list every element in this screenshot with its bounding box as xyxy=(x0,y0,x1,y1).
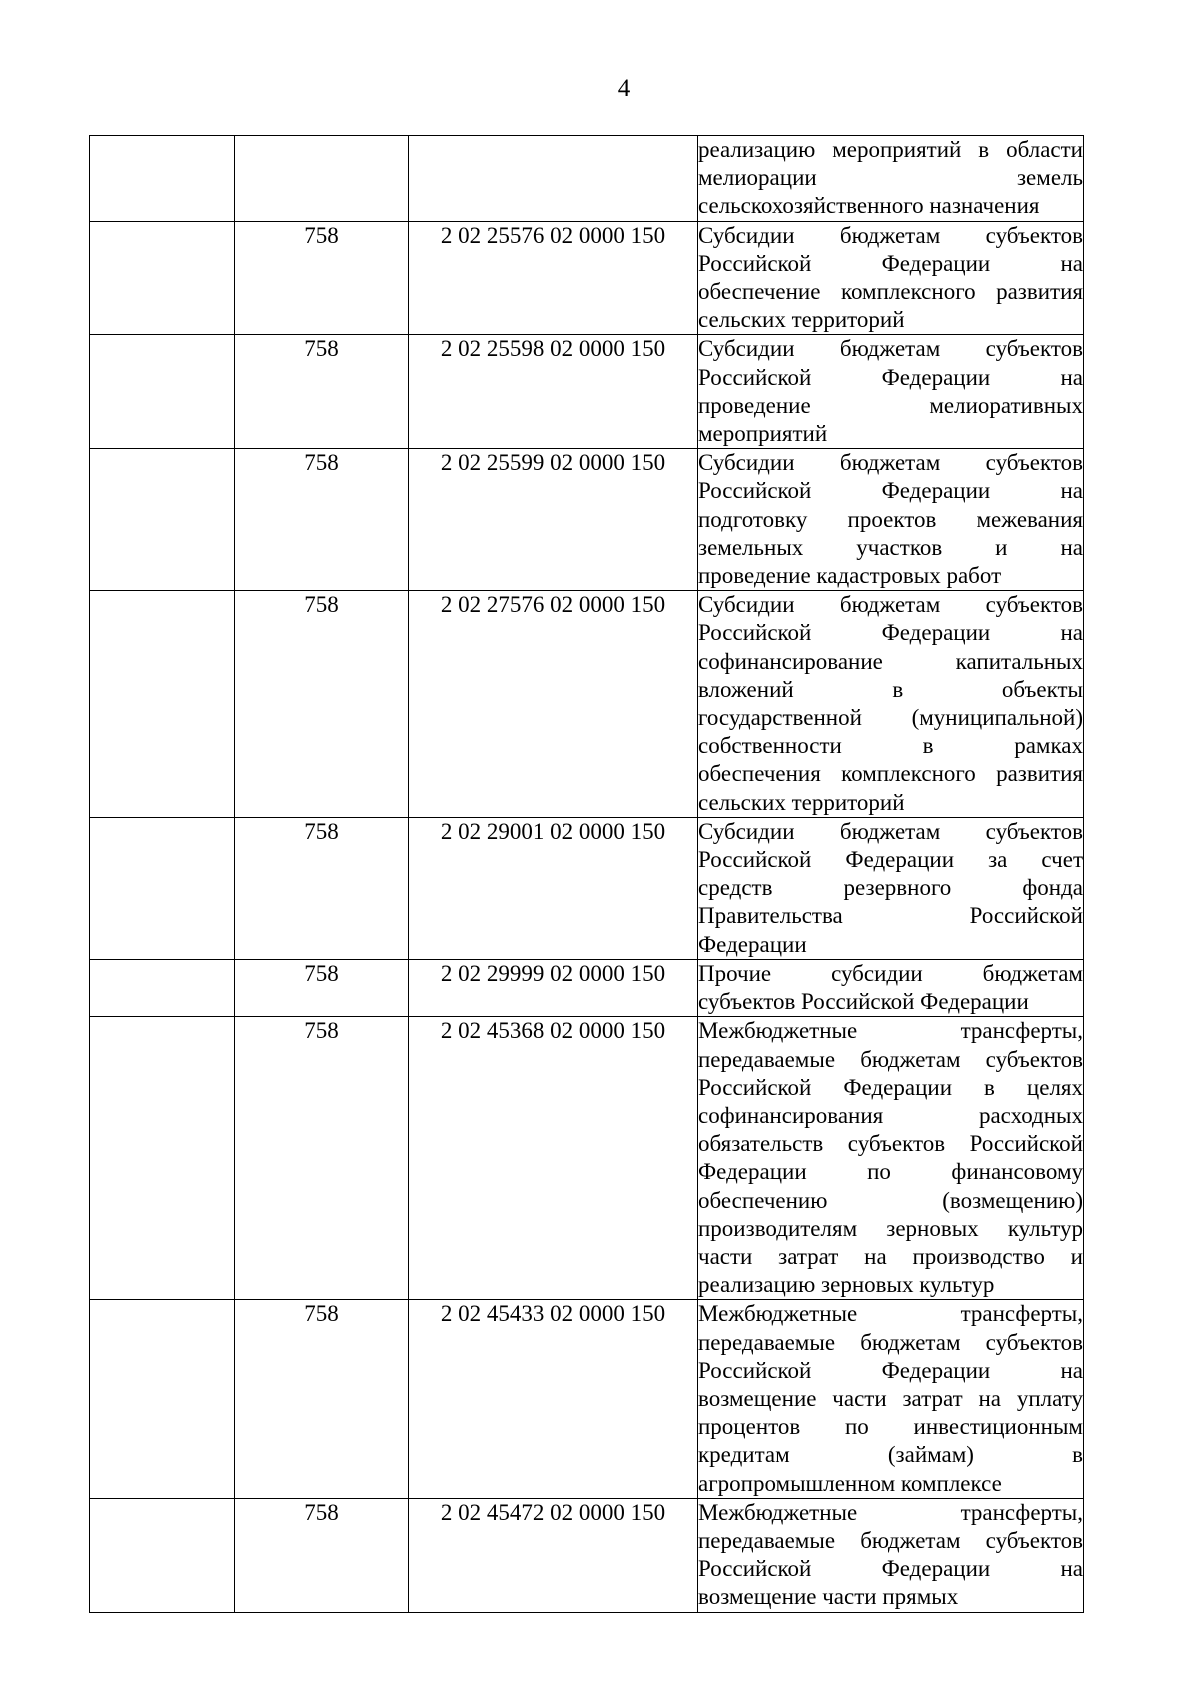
description-line: вложений в объекты xyxy=(698,676,1083,702)
description-line: передаваемые бюджетам субъектов xyxy=(698,1046,1083,1072)
budget-classification-code-cell: 2 02 25599 02 0000 150 xyxy=(409,449,698,591)
empty-cell xyxy=(90,221,235,335)
administrator-code-cell xyxy=(235,136,409,222)
revenue-description-cell xyxy=(698,221,1084,335)
empty-cell xyxy=(90,959,235,1016)
administrator-code-cell: 758 xyxy=(235,959,409,1016)
revenue-description-cell xyxy=(698,817,1084,959)
budget-classification-code-cell: 2 02 25576 02 0000 150 xyxy=(409,221,698,335)
description-line: обеспечения комплексного развития xyxy=(698,761,1083,787)
table-row xyxy=(90,1017,1084,1300)
description-line: Российской Федерации за счет xyxy=(698,847,1083,873)
description-line: собственности в рамках xyxy=(698,733,1083,759)
revenue-description-cell xyxy=(698,959,1084,1016)
description-line: Федерации по финансовому xyxy=(698,1159,1083,1185)
budget-classification-code-cell: 2 02 29001 02 0000 150 xyxy=(409,817,698,959)
description-line: Межбюджетные трансферты, xyxy=(698,1301,1083,1327)
description-line: сельских территорий xyxy=(698,789,905,815)
description-line: проведение мелиоративных xyxy=(698,392,1083,418)
description-line: земельных участков и на xyxy=(698,534,1083,560)
empty-cell xyxy=(90,335,235,449)
budget-classification-code-cell: 2 02 45433 02 0000 150 xyxy=(409,1300,698,1498)
empty-cell xyxy=(90,817,235,959)
empty-cell xyxy=(90,449,235,591)
table-row xyxy=(90,1498,1084,1612)
empty-cell xyxy=(90,1017,235,1300)
description-line: возмещение части прямых xyxy=(698,1584,959,1610)
description-line: реализацию зерновых культур xyxy=(698,1272,995,1298)
table-row xyxy=(90,1300,1084,1498)
description-line: производителям зерновых культур xyxy=(698,1215,1083,1241)
administrator-code-cell: 758 xyxy=(235,817,409,959)
description-line: средств резервного фонда xyxy=(698,875,1083,901)
administrator-code-cell: 758 xyxy=(235,1300,409,1498)
description-line: мероприятий xyxy=(698,421,828,447)
description-line: возмещение части затрат на уплату xyxy=(698,1385,1083,1411)
description-line: Правительства Российской xyxy=(698,903,1083,929)
description-line: обязательств субъектов Российской xyxy=(698,1131,1083,1157)
budget-classification-code-cell xyxy=(409,136,698,222)
table-body xyxy=(90,136,1084,1613)
description-line: Российской Федерации на xyxy=(698,1357,1083,1383)
description-line: передаваемые бюджетам субъектов xyxy=(698,1329,1083,1355)
table-row xyxy=(90,449,1084,591)
empty-cell xyxy=(90,591,235,818)
administrator-code-cell: 758 xyxy=(235,449,409,591)
description-line: Межбюджетные трансферты, xyxy=(698,1499,1083,1525)
revenue-description-cell xyxy=(698,136,1084,222)
description-line: Российской Федерации в целях xyxy=(698,1074,1083,1100)
budget-classification-code-cell: 2 02 25598 02 0000 150 xyxy=(409,335,698,449)
table-row xyxy=(90,335,1084,449)
revenue-description-cell xyxy=(698,1017,1084,1300)
page-number: 4 xyxy=(617,75,631,102)
revenue-description-cell xyxy=(698,591,1084,818)
administrator-code-cell: 758 xyxy=(235,1017,409,1300)
description-line: субъектов Российской Федерации xyxy=(698,989,1029,1015)
description-line: софинансирования расходных xyxy=(698,1102,1083,1128)
empty-cell xyxy=(90,1300,235,1498)
table-row xyxy=(90,591,1084,818)
administrator-code-cell: 758 xyxy=(235,221,409,335)
empty-cell xyxy=(90,1498,235,1612)
revenue-description-cell xyxy=(698,449,1084,591)
revenue-description-cell xyxy=(698,335,1084,449)
description-line: части затрат на производство и xyxy=(698,1243,1083,1269)
revenue-description-cell xyxy=(698,1498,1084,1612)
description-line: процентов по инвестиционным xyxy=(698,1414,1083,1440)
description-line: Субсидии бюджетам субъектов xyxy=(698,222,1083,248)
description-line: Российской Федерации на xyxy=(698,364,1083,390)
administrator-code-cell: 758 xyxy=(235,1498,409,1612)
description-line: проведение кадастровых работ xyxy=(698,563,1002,589)
table-row xyxy=(90,221,1084,335)
description-line: Российской Федерации на xyxy=(698,620,1083,646)
description-line: передаваемые бюджетам субъектов xyxy=(698,1527,1083,1553)
description-line: Российской Федерации на xyxy=(698,478,1083,504)
table-row xyxy=(90,136,1084,222)
administrator-code-cell: 758 xyxy=(235,335,409,449)
budget-classification-code-cell: 2 02 45472 02 0000 150 xyxy=(409,1498,698,1612)
description-line: Прочие субсидии бюджетам xyxy=(698,960,1083,986)
description-line: софинансирование капитальных xyxy=(698,648,1083,674)
table-row xyxy=(90,959,1084,1016)
description-line: сельскохозяйственного назначения xyxy=(698,193,1040,219)
budget-classification-code-cell: 2 02 29999 02 0000 150 xyxy=(409,959,698,1016)
description-line: кредитам (займам) в xyxy=(698,1442,1083,1468)
description-line: обеспечению (возмещению) xyxy=(698,1187,1083,1213)
description-line: Субсидии бюджетам субъектов xyxy=(698,592,1083,618)
description-line: мелиорации земель xyxy=(698,165,1083,191)
budget-classification-code-cell: 2 02 45368 02 0000 150 xyxy=(409,1017,698,1300)
budget-classification-code-cell: 2 02 27576 02 0000 150 xyxy=(409,591,698,818)
description-line: государственной (муниципальной) xyxy=(698,705,1083,731)
description-line: Федерации xyxy=(698,931,807,957)
description-line: Межбюджетные трансферты, xyxy=(698,1018,1083,1044)
revenue-description-cell xyxy=(698,1300,1084,1498)
description-line: Российской Федерации на xyxy=(698,250,1083,276)
description-line: Субсидии бюджетам субъектов xyxy=(698,450,1083,476)
description-line: реализацию мероприятий в области xyxy=(698,137,1083,162)
empty-cell xyxy=(90,136,235,222)
description-line: обеспечение комплексного развития xyxy=(698,279,1083,305)
budget-codes-table xyxy=(89,135,1084,1613)
description-line: Субсидии бюджетам субъектов xyxy=(698,818,1083,844)
description-line: агропромышленном комплексе xyxy=(698,1470,1002,1496)
table-row xyxy=(90,817,1084,959)
description-line: Субсидии бюджетам субъектов xyxy=(698,336,1083,362)
administrator-code-cell: 758 xyxy=(235,591,409,818)
description-line: сельских территорий xyxy=(698,307,905,333)
description-line: подготовку проектов межевания xyxy=(698,506,1083,532)
description-line: Российской Федерации на xyxy=(698,1556,1083,1582)
